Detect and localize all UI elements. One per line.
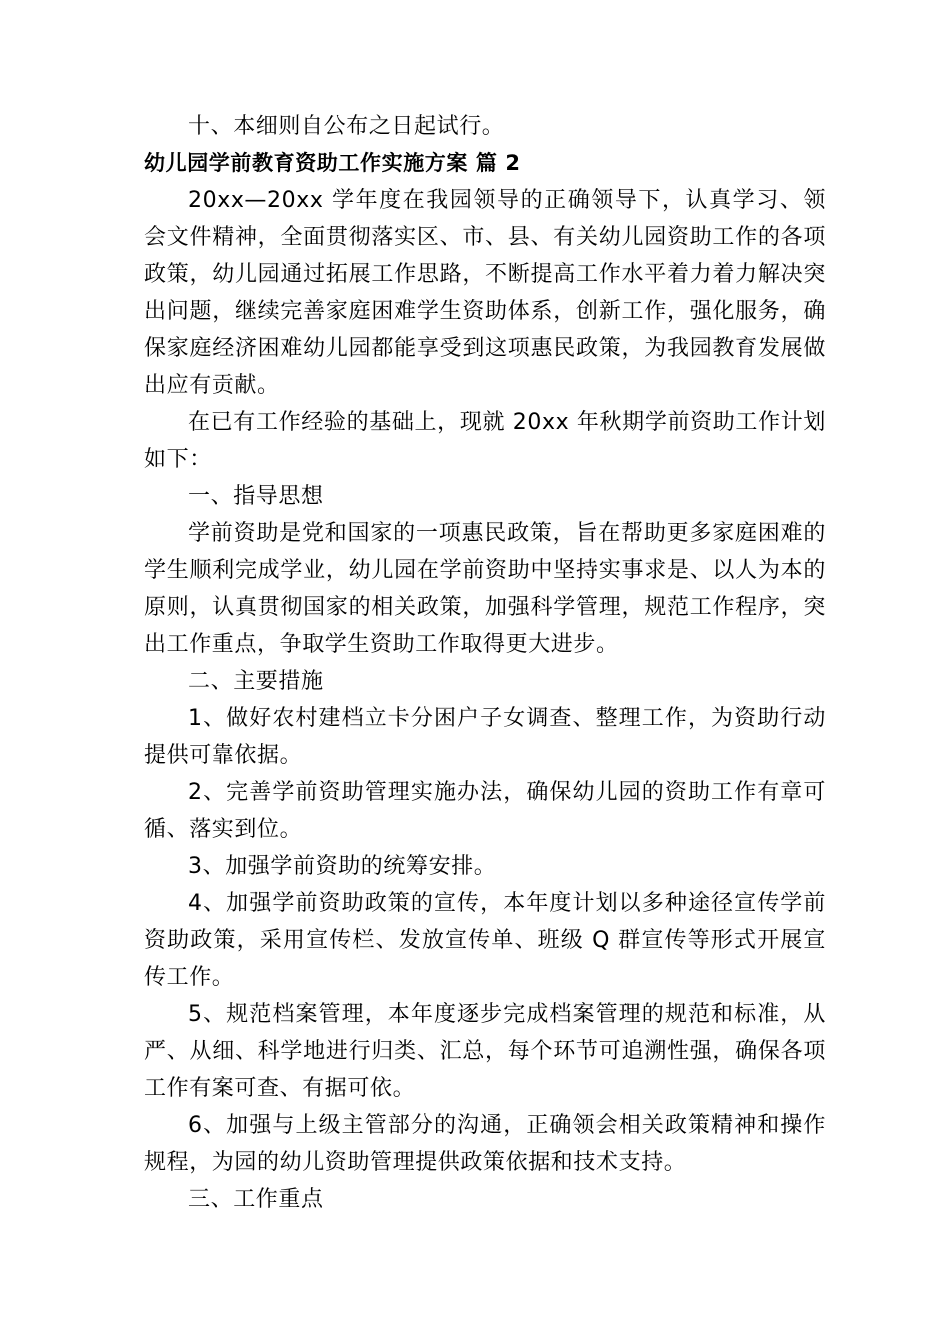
subheading-guiding-ideology: 一、指导思想 (188, 484, 324, 509)
subheading-work-focus: 三、工作重点 (188, 1187, 324, 1212)
document-page (144, 108, 826, 1218)
measure-item: 6、加强与上级主管部分的沟通，正确领会相关政策精神和操作规程，为园的幼儿资助管理提供政策依据和技术支持。 (144, 1113, 826, 1175)
body-paragraph: 20xx—20xx 学年度在我园领导的正确领导下，认真学习、领会文件精神，全面贯彻落实区、市、县、有关幼儿园资助工作的各项政策，幼儿园通过拓展工作思路，不断提高工作水平着力着力解决突出问题，继续完善家庭困难学生资助体系，创新工作，强化服务，确保家庭经济困难幼儿园都能享受到这项惠民政策，为我园教育发展做出应有贡献。 (144, 188, 826, 398)
measure-item: 2、完善学前资助管理实施办法，确保幼儿园的资助工作有章可循、落实到位。 (144, 780, 826, 842)
subheading-main-measures: 二、主要措施 (188, 669, 324, 694)
measure-item: 4、加强学前资助政策的宣传，本年度计划以多种途径宣传学前资助政策，采用宣传栏、发放宣传单、班级 Q 群宣传等形式开展宣传工作。 (144, 891, 826, 990)
section-title: 幼儿园学前教育资助工作实施方案 篇 2 (144, 151, 521, 175)
measure-item: 1、做好农村建档立卡分困户子女调查、整理工作，为资助行动提供可靠依据。 (144, 706, 826, 768)
body-paragraph: 学前资助是党和国家的一项惠民政策，旨在帮助更多家庭困难的学生顺利完成学业，幼儿园在学前资助中坚持实事求是、以人为本的原则，认真贯彻国家的相关政策，加强科学管理，规范工作程序，突出工作重点，争取学生资助工作取得更大进步。 (144, 521, 826, 657)
measure-item: 5、规范档案管理，本年度逐步完成档案管理的规范和标准，从严、从细、科学地进行归类、汇总，每个环节可追溯性强，确保各项工作有案可查、有据可依。 (144, 1002, 826, 1101)
measure-item: 3、加强学前资助的统筹安排。 (188, 854, 497, 879)
body-paragraph: 在已有工作经验的基础上，现就 20xx 年秋期学前资助工作计划如下： (144, 410, 826, 472)
lead-paragraph: 十、本细则自公布之日起试行。 (188, 114, 505, 139)
